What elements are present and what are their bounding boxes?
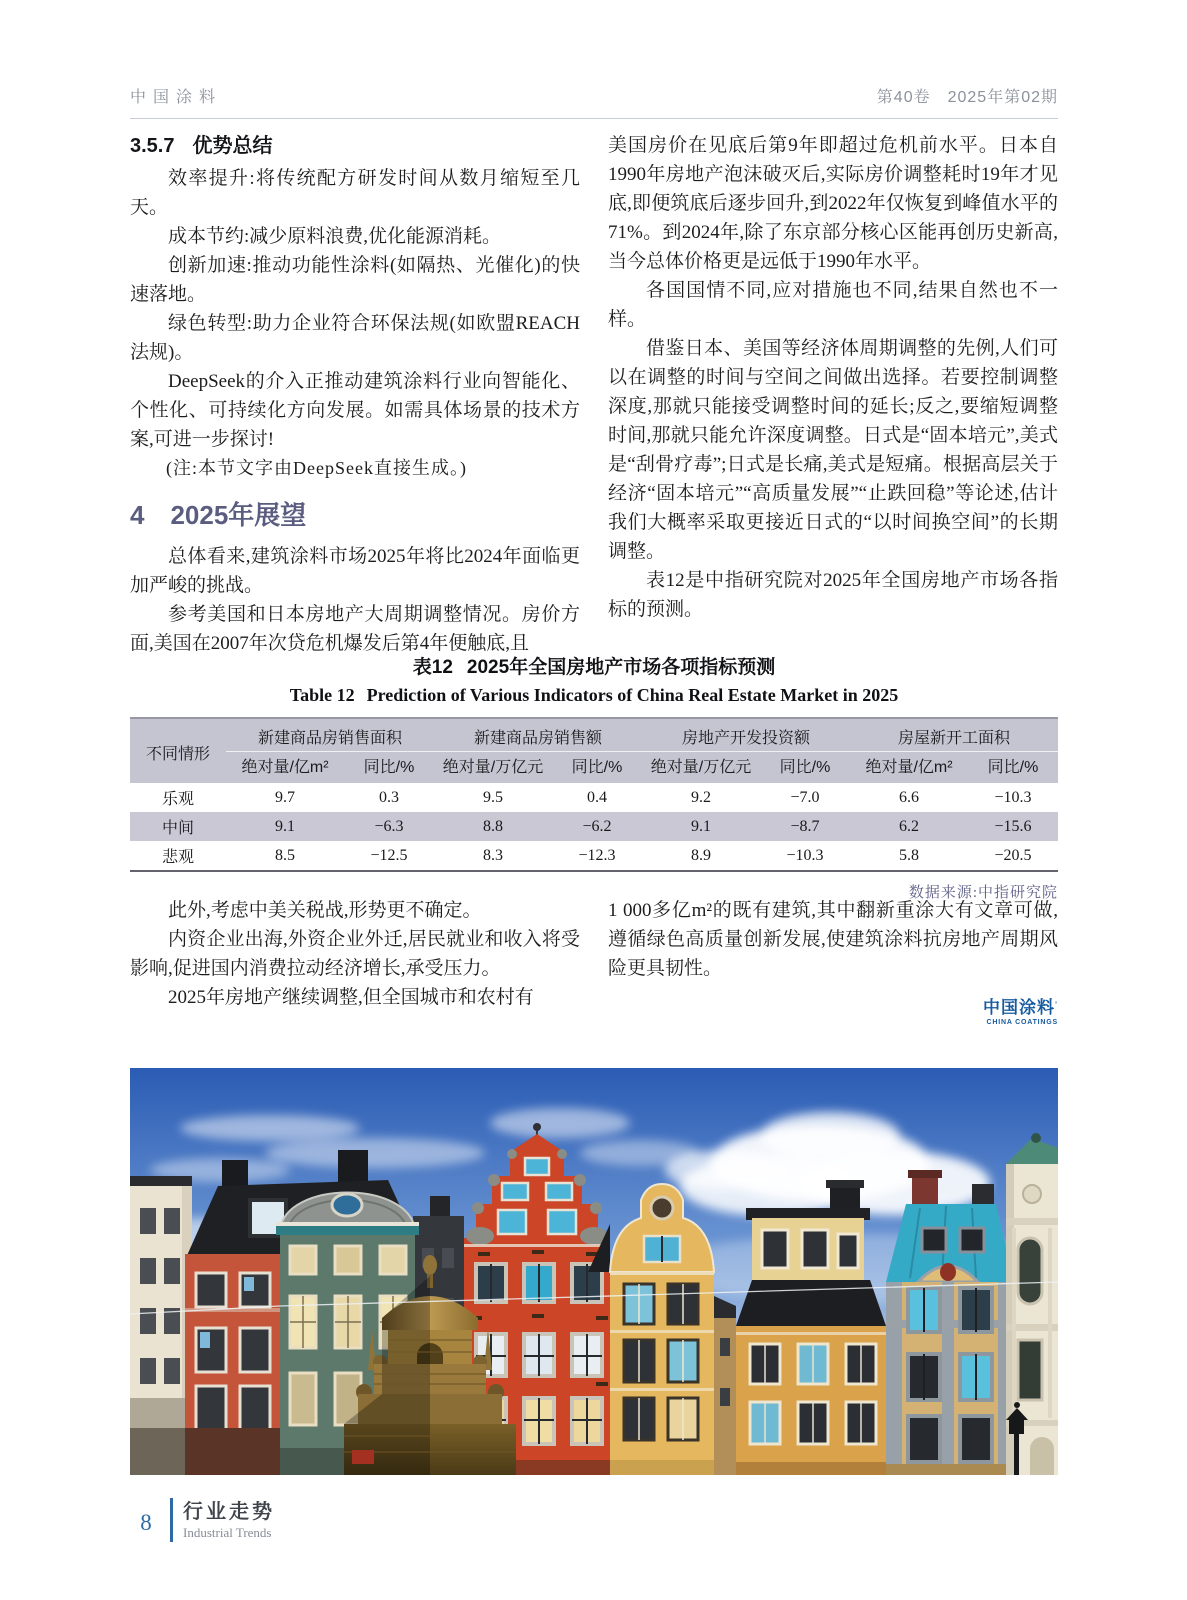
data-cell: −6.3 xyxy=(374,817,404,835)
data-cell: 8.5 xyxy=(275,846,295,864)
building-cream-left xyxy=(130,1176,192,1475)
data-cell: 9.2 xyxy=(691,788,711,806)
data-cell: −12.5 xyxy=(370,846,408,864)
paragraph: DeepSeek的介入正推动建筑涂料行业向智能化、个性化、可持续化方向发展。如需具体场景的技术方案,可进一步探讨! xyxy=(130,371,580,450)
sub-header: 同比/% xyxy=(344,752,434,784)
page-footer xyxy=(133,1498,275,1542)
data-cell: −6.2 xyxy=(582,817,612,835)
prediction-table xyxy=(130,717,1058,872)
scenario-cell: 乐观 xyxy=(161,791,194,808)
sub-header: 同比/% xyxy=(968,752,1058,784)
section-number: 3.5.7 xyxy=(130,135,175,157)
table-caption-cn: 2025年全国房地产市场各项指标预测 xyxy=(466,657,776,678)
table-number-cn: 表12 xyxy=(412,657,453,678)
page-header xyxy=(130,84,1058,119)
china-coatings-logo xyxy=(608,999,1058,1026)
table-12-block xyxy=(130,652,1058,902)
section-4-heading xyxy=(130,498,580,532)
group-header: 新建商品房销售额 xyxy=(434,718,642,752)
data-cell: 6.6 xyxy=(899,788,919,806)
data-cell: 9.1 xyxy=(691,817,711,835)
table-caption-en: Prediction of Various Indicators of China Real Estate Market in 2025 xyxy=(366,685,899,705)
data-cell: 8.8 xyxy=(483,817,503,835)
section-3-5-7-heading xyxy=(130,131,580,161)
data-cell: 5.8 xyxy=(899,846,919,864)
data-cell: −15.6 xyxy=(994,817,1032,835)
paragraph: 绿色转型:助力企业符合环保法规(如欧盟REACH法规)。 xyxy=(130,313,580,363)
right-column-bottom xyxy=(608,896,1058,1026)
sub-header: 绝对量/万亿元 xyxy=(434,752,552,784)
data-cell: −12.3 xyxy=(578,846,616,864)
paragraph: 1 000多亿m²的既有建筑,其中翻新重涂大有文章可做,遵循绿色高质量创新发展,使建筑涂料抗房地产周期风险更具韧性。 xyxy=(608,900,1058,979)
section-title: 优势总结 xyxy=(192,135,273,157)
paragraph: 总体看来,建筑涂料市场2025年将比2024年面临更加严峻的挑战。 xyxy=(130,546,580,596)
sub-header: 同比/% xyxy=(552,752,642,784)
data-cell: 0.4 xyxy=(587,788,607,806)
paragraph: 2025年房地产继续调整,但全国城市和农村有 xyxy=(168,987,534,1008)
body-columns-top xyxy=(130,131,1058,658)
paragraph: 此外,考虑中美关税战,形势更不确定。 xyxy=(168,900,482,921)
data-cell: 8.9 xyxy=(691,846,711,864)
data-cell: −8.7 xyxy=(790,817,820,835)
paragraph: 借鉴日本、美国等经济体周期调整的先例,人们可以在调整的时间与空间之间做出选择。若要控制调整深度,那就只能接受调整时间的延长;反之,要缩短调整时间,那就只能允许深度调整。日式是“固本培元”,美式是“刮骨疗毒”;日式是长痛,美式是短痛。根据高层关于经济“固本培元”“高质量发展”“止跌回稳”等论述,估计我们大概率采取更接近日式的“以时间换空间”的长期调整。 xyxy=(608,338,1058,562)
data-cell: 9.7 xyxy=(275,788,295,806)
data-cell: −7.0 xyxy=(790,788,820,806)
paragraph: 美国房价在见底后第9年即超过危机前水平。日本自1990年房地产泡沫破灭后,实际房价调整耗时19年才见底,即便筑底后逐步回升,到2022年仅恢复到峰值水平的71%。到2024年,除了东京部分核心区能再创历史新高,当今总体价格更是远低于1990年水平。 xyxy=(608,135,1058,272)
paragraph: 表12是中指研究院对2025年全国房地产市场各指标的预测。 xyxy=(608,570,1058,620)
table-title-cn xyxy=(130,652,1058,679)
table-title-en xyxy=(130,685,1058,706)
column-header-scenario: 不同情形 xyxy=(130,718,226,783)
data-cell: 9.1 xyxy=(275,817,295,835)
building-ochre-mansard xyxy=(736,1180,886,1475)
building-white-classical xyxy=(1006,1133,1058,1475)
footer-page-number: 8 xyxy=(140,1510,152,1535)
data-source: 数据来源:中指研究院 xyxy=(908,885,1058,901)
group-header: 房屋新开工面积 xyxy=(850,718,1058,752)
logo-mark: ’ xyxy=(1055,1001,1058,1009)
sub-header: 绝对量/亿m² xyxy=(226,752,344,784)
table-row xyxy=(130,841,1058,871)
section-number: 4 xyxy=(130,500,145,530)
journal-name: 中国涂料 xyxy=(130,89,223,106)
data-cell: 8.3 xyxy=(483,846,503,864)
paragraph: 成本节约:减少原料浪费,优化能源消耗。 xyxy=(168,226,502,247)
paragraph: 各国国情不同,应对措施也不同,结果自然也不一样。 xyxy=(608,280,1058,330)
building-tan-sliver xyxy=(714,1296,736,1475)
table-number-en: Table 12 xyxy=(289,685,355,705)
generation-note: (注:本节文字由DeepSeek直接生成。) xyxy=(166,458,467,478)
scenario-cell: 中间 xyxy=(161,820,194,837)
logo-wordmark-cn: 中国涂料’ xyxy=(983,998,1058,1017)
paragraph: 效率提升:将传统配方研发时间从数月缩短至几天。 xyxy=(130,168,580,218)
data-cell: 6.2 xyxy=(899,817,919,835)
sub-header: 绝对量/万亿元 xyxy=(642,752,760,784)
data-cell: 0.3 xyxy=(379,788,399,806)
data-cell: −10.3 xyxy=(994,788,1032,806)
footer-divider xyxy=(170,1498,173,1542)
body-columns-bottom xyxy=(130,896,1058,1026)
paragraph: 创新加速:推动功能性涂料(如隔热、光催化)的快速落地。 xyxy=(130,255,580,305)
table-row xyxy=(130,783,1058,812)
footer-section-cn: 行业走势 xyxy=(183,1501,275,1523)
data-cell: −10.3 xyxy=(786,846,824,864)
left-column-bottom xyxy=(130,896,580,1026)
stortorget-buildings-photo xyxy=(130,1068,1058,1475)
footer-section-en: Industrial Trends xyxy=(183,1525,272,1540)
issue-info: 第40卷 2025年第02期 xyxy=(876,89,1058,106)
footer-section xyxy=(183,1501,275,1539)
building-teal-roof xyxy=(886,1170,1014,1475)
data-cell: 9.5 xyxy=(483,788,503,806)
scenario-cell: 悲观 xyxy=(161,849,194,866)
logo-wordmark-en: CHINA COATINGS xyxy=(986,1019,1058,1026)
left-column xyxy=(130,131,580,658)
section-title: 2025年展望 xyxy=(170,500,307,530)
right-column xyxy=(608,131,1058,658)
group-header: 房地产开发投资额 xyxy=(642,718,850,752)
photo-illustration xyxy=(130,1068,1058,1475)
paragraph: 内资企业出海,外资企业外迁,居民就业和收入将受影响,促进国内消费拉动经济增长,承受压力。 xyxy=(130,929,580,979)
group-header: 新建商品房销售面积 xyxy=(226,718,434,752)
sub-header: 同比/% xyxy=(760,752,850,784)
data-cell: −20.5 xyxy=(994,846,1032,864)
paragraph: 参考美国和日本房地产大周期调整情况。房价方面,美国在2007年次贷危机爆发后第4年便触底,且 xyxy=(130,604,580,654)
table-row xyxy=(130,812,1058,841)
sub-header: 绝对量/亿m² xyxy=(850,752,968,784)
